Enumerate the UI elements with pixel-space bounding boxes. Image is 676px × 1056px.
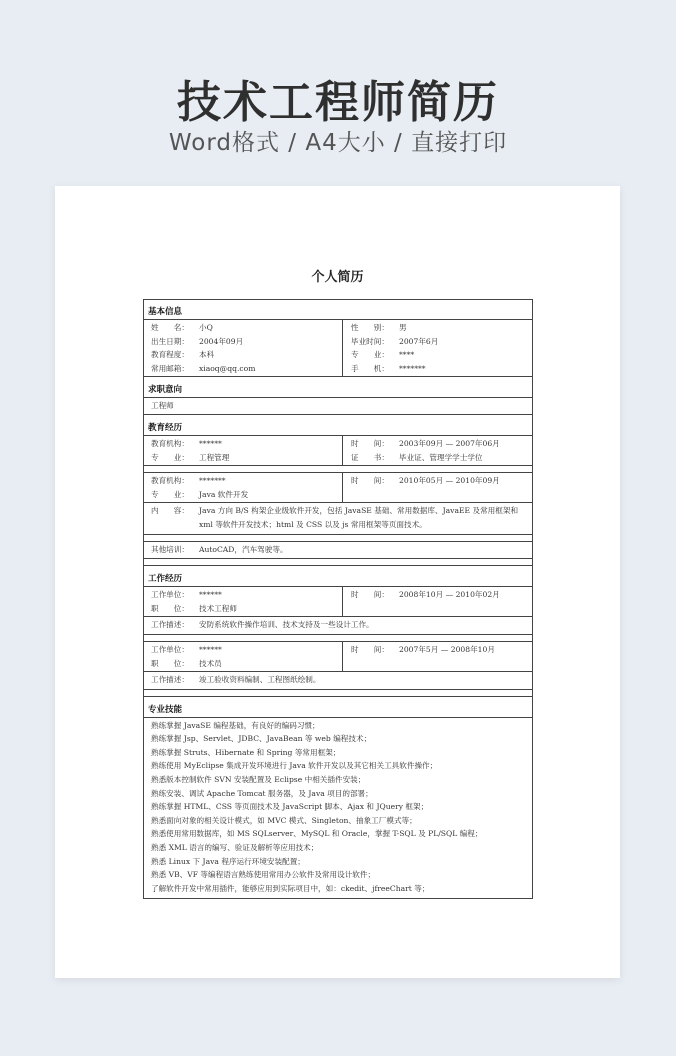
work-entry-2 bbox=[144, 642, 532, 672]
field-label: 其他培训： bbox=[151, 544, 189, 554]
spacer bbox=[144, 559, 532, 566]
field-position bbox=[151, 602, 342, 616]
field-email bbox=[151, 362, 342, 376]
field-value: 小Q bbox=[199, 323, 213, 332]
list-item: 熟悉 Linux 下 Java 程序运行环境安装配置； bbox=[151, 856, 305, 866]
resume-page bbox=[55, 186, 620, 978]
field-value: AutoCAD，汽车驾驶等。 bbox=[199, 544, 288, 554]
list-item: 熟练使用 MyEclipse 集成开发环境进行 Java 软件开发以及其它相关工具软件操作； bbox=[151, 761, 438, 771]
field-label: 专 业： bbox=[351, 350, 389, 360]
work-description-2 bbox=[144, 672, 532, 690]
field-label: 毕业时间： bbox=[351, 336, 389, 346]
field-label: 工作描述： bbox=[151, 675, 189, 685]
field-value: 2008年10月 — 2010年02月 bbox=[399, 590, 500, 600]
field-label: 性 别： bbox=[351, 323, 389, 332]
field-label: 时 间： bbox=[351, 438, 389, 448]
basic-info-row bbox=[144, 320, 532, 377]
field-major bbox=[351, 348, 532, 362]
field-label: 手 机： bbox=[351, 363, 389, 373]
field-label: 工作单位： bbox=[151, 644, 189, 654]
field-value: 竣工验收资料编制、工程图纸绘制。 bbox=[199, 675, 321, 685]
spacer bbox=[144, 466, 532, 473]
field-name bbox=[151, 321, 342, 335]
field-education-level bbox=[151, 348, 342, 362]
field-value: **** bbox=[399, 350, 415, 360]
field-value: 本科 bbox=[199, 350, 215, 360]
field-value: 2010年05月 — 2010年09月 bbox=[399, 476, 500, 486]
list-item: 熟悉版本控制软件 SVN 安装配置及 Eclipse 中相关插件安装； bbox=[151, 775, 366, 785]
field-value: Java 软件开发 bbox=[199, 489, 249, 499]
field-position bbox=[151, 657, 342, 671]
field-label: 时 间： bbox=[351, 590, 389, 600]
field-label: 常用邮箱： bbox=[151, 363, 189, 373]
field-value: ****** bbox=[199, 438, 222, 448]
list-item: 熟练掌握 Struts、Hibernate 和 Spring 等常用框架； bbox=[151, 747, 341, 757]
field-label: 出生日期： bbox=[151, 336, 189, 346]
field-label: 职 位： bbox=[151, 658, 189, 668]
field-value: 2003年09月 — 2007年06月 bbox=[399, 438, 500, 448]
list-item: 熟练掌握 HTML、CSS 等页面技术及 JavaScript 脚本、Ajax 和 JQuery 框架； bbox=[151, 802, 429, 812]
field-major bbox=[151, 451, 342, 465]
field-value: ****** bbox=[199, 644, 222, 654]
education-entry-left bbox=[144, 473, 343, 502]
promo-subtitle: Word格式 / A4大小 / 直接打印 bbox=[168, 130, 508, 156]
field-label: 证 书： bbox=[351, 452, 389, 462]
work-description-1 bbox=[144, 617, 532, 635]
basic-info-right bbox=[343, 320, 532, 376]
list-item: 熟悉使用常用数据库，如 MS SQLserver、MySQL 和 Oracle，掌握 T-SQL 及 PL/SQL 编程； bbox=[151, 829, 483, 839]
field-value: 2004年09月 bbox=[199, 336, 244, 346]
list-item: 熟悉 XML 语言的编写、验证及解析等应用技术； bbox=[151, 843, 319, 853]
section-heading-skills: 专业技能 bbox=[144, 697, 532, 718]
field-label: 时 间： bbox=[351, 476, 389, 486]
field-label: 工作描述： bbox=[151, 620, 189, 630]
job-intent-value: 工程师 bbox=[144, 398, 532, 415]
section-heading-education: 教育经历 bbox=[144, 415, 532, 436]
field-value: ****** bbox=[199, 590, 222, 600]
field-value: 2007年6月 bbox=[399, 336, 439, 346]
list-item: 熟练掌握 Jsp、Servlet、JDBC、JavaBean 等 web 编程技术； bbox=[151, 734, 372, 744]
field-gender bbox=[351, 321, 532, 335]
work-entry-left bbox=[144, 587, 343, 616]
promo-title: 技术工程师简历 bbox=[177, 77, 499, 128]
work-entry-right bbox=[343, 642, 532, 671]
field-value: ******* bbox=[199, 476, 226, 486]
education-entry-right bbox=[343, 436, 532, 465]
section-heading-intent: 求职意向 bbox=[144, 377, 532, 398]
spacer bbox=[144, 690, 532, 697]
work-entry-1 bbox=[144, 587, 532, 617]
education-entry-2 bbox=[144, 473, 532, 503]
field-label: 内 容： bbox=[151, 506, 189, 516]
field-label: 姓 名： bbox=[151, 323, 189, 332]
work-entry-left bbox=[144, 642, 343, 671]
field-value: Java 方向 B/S 构架企业级软件开发，包括 JavaSE 基础、常用数据库、JavaEE 及常用框架和 xml 等软件开发技术；html 及 CSS 以及 js 常用框架等页面技术。 bbox=[199, 506, 519, 529]
skills-list bbox=[144, 718, 532, 899]
field-time bbox=[351, 588, 532, 602]
education-entry-right bbox=[343, 473, 532, 502]
field-institution bbox=[151, 474, 342, 488]
field-label: 专 业： bbox=[151, 489, 189, 499]
field-phone bbox=[351, 362, 532, 376]
spacer bbox=[144, 635, 532, 642]
field-value: 技术工程师 bbox=[199, 603, 237, 613]
education-entry-left bbox=[144, 436, 343, 465]
education-entry-1 bbox=[144, 436, 532, 466]
list-item: 熟练安装、调试 Apache Tomcat 服务器，及 Java 项目的部署； bbox=[151, 788, 373, 798]
spacer bbox=[144, 535, 532, 542]
field-value: 安防系统软件操作培训、技术支持及一些设计工作。 bbox=[199, 620, 374, 630]
field-employer bbox=[151, 643, 342, 657]
field-label: 专 业： bbox=[151, 452, 189, 462]
field-institution bbox=[151, 437, 342, 451]
list-item: 熟练掌握 JavaSE 编程基础，有良好的编码习惯； bbox=[151, 720, 320, 730]
field-value: ******* bbox=[399, 363, 426, 373]
field-value: 毕业证、管理学学士学位 bbox=[399, 452, 483, 462]
field-value: xiaoq@qq.com bbox=[199, 363, 256, 373]
field-time bbox=[351, 437, 532, 451]
document-title: 个人简历 bbox=[311, 270, 364, 285]
field-label: 教育机构： bbox=[151, 476, 189, 486]
basic-info-left bbox=[144, 320, 343, 376]
list-item: 熟悉 VB、VF 等编程语言熟练使用常用办公软件及常用设计软件； bbox=[151, 870, 376, 880]
section-heading-work: 工作经历 bbox=[144, 566, 532, 587]
section-heading-basic: 基本信息 bbox=[144, 300, 532, 320]
field-time bbox=[351, 643, 532, 657]
field-certificate bbox=[351, 451, 532, 465]
field-label: 工作单位： bbox=[151, 590, 189, 600]
field-label: 教育机构： bbox=[151, 438, 189, 448]
list-item: 熟悉面向对象的相关设计模式，如 MVC 模式、Singleton、抽象工厂模式等； bbox=[151, 815, 417, 825]
field-label: 教育程度： bbox=[151, 350, 189, 360]
work-entry-right bbox=[343, 587, 532, 616]
list-item: 了解软件开发中常用插件，能够应用到实际项目中，如：ckedit、jfreeChart 等； bbox=[151, 883, 430, 893]
other-training bbox=[144, 542, 532, 560]
field-value: 2007年5月 — 2008年10月 bbox=[399, 644, 495, 654]
field-value: 男 bbox=[399, 323, 407, 332]
field-value: 工程管理 bbox=[199, 452, 230, 462]
resume-table bbox=[143, 299, 533, 899]
field-graduation bbox=[351, 335, 532, 349]
field-label: 职 位： bbox=[151, 603, 189, 613]
field-label: 时 间： bbox=[351, 644, 389, 654]
field-major bbox=[151, 488, 342, 502]
field-value: 技术员 bbox=[199, 658, 222, 668]
field-employer bbox=[151, 588, 342, 602]
education-content bbox=[144, 503, 532, 534]
field-birthdate bbox=[151, 335, 342, 349]
field-time bbox=[351, 474, 532, 488]
